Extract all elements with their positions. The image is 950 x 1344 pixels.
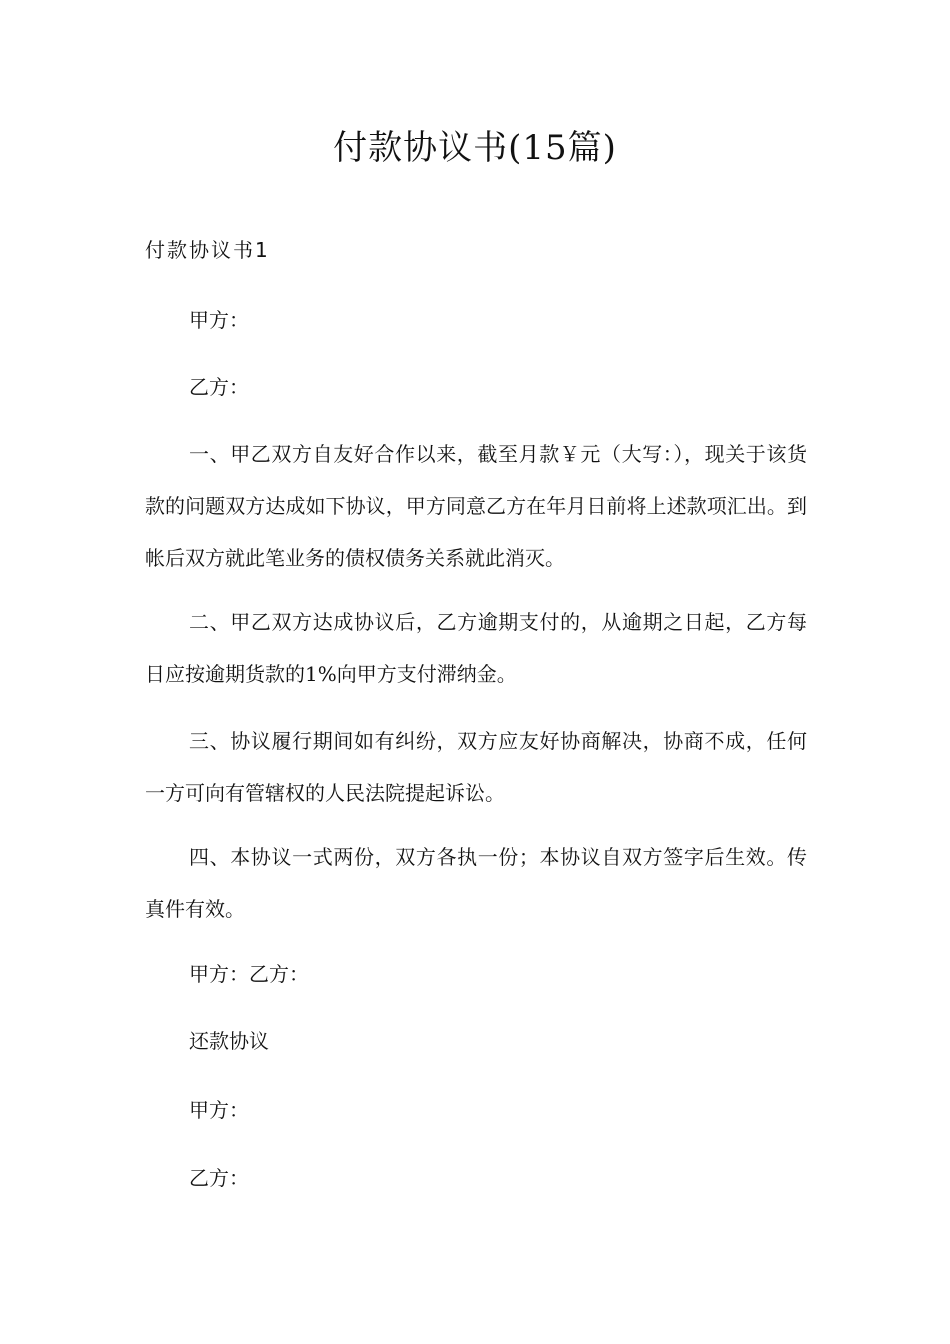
document-title: 付款协议书(15篇) bbox=[333, 128, 617, 168]
party-a-label-2: 甲方： bbox=[189, 1098, 249, 1122]
signature-line: 甲方：乙方： bbox=[189, 962, 309, 986]
clause-4: 四、本协议一式两份，双方各执一份；本协议自双方签字后生效。传真件有效。 bbox=[145, 845, 807, 921]
clause-1: 一、甲乙双方自友好合作以来，截至月款￥元（大写：），现关于该货款的问题双方达成如下协议，甲方同意乙方在年月日前将上述款项汇出。到帐后双方就此笔业务的债权债务关系就此消灭。 bbox=[145, 442, 807, 570]
section-heading: 付款协议书1 bbox=[145, 238, 270, 262]
sub-agreement-title: 还款协议 bbox=[189, 1029, 269, 1053]
party-b-label-2: 乙方： bbox=[189, 1166, 249, 1190]
party-a-label: 甲方： bbox=[189, 308, 249, 332]
party-b-label: 乙方： bbox=[189, 375, 249, 399]
clause-2: 二、甲乙双方达成协议后，乙方逾期支付的，从逾期之日起，乙方每日应按逾期货款的1%向甲方支付滞纳金。 bbox=[145, 610, 807, 686]
clause-3: 三、协议履行期间如有纠纷，双方应友好协商解决，协商不成，任何一方可向有管辖权的人民法院提起诉讼。 bbox=[145, 729, 807, 805]
